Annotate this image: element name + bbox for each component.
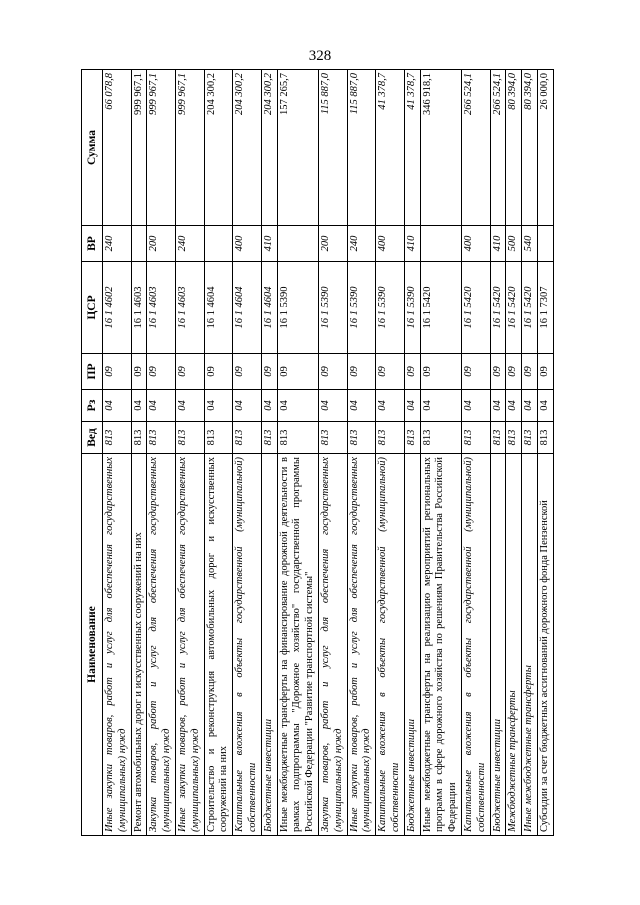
cell-csr: 16 1 5390 <box>318 262 347 354</box>
cell-vr <box>537 226 553 262</box>
table-row <box>204 70 233 836</box>
cell-vr: 240 <box>103 226 132 262</box>
cell-rz: 04 <box>131 390 147 422</box>
cell-name: Бюджетные инвестиции <box>404 454 420 836</box>
cell-name: Ремонт автомобильных дорог и искусственных сооружений на них <box>131 454 147 836</box>
cell-vr: 200 <box>318 226 347 262</box>
header-ved: Вед <box>82 422 103 454</box>
cell-pr: 09 <box>204 354 233 390</box>
cell-vr: 410 <box>261 226 277 262</box>
cell-ved: 813 <box>233 422 262 454</box>
cell-vr: 200 <box>147 226 176 262</box>
cell-ved: 813 <box>347 422 376 454</box>
cell-vr <box>420 226 461 262</box>
cell-vr: 410 <box>490 226 506 262</box>
cell-ved: 813 <box>420 422 461 454</box>
cell-sum: 999 967,1 <box>131 70 147 226</box>
budget-table <box>81 69 554 836</box>
header-name: Наименование <box>82 454 103 836</box>
cell-csr: 16 1 4604 <box>204 262 233 354</box>
table-header-row <box>82 70 103 836</box>
cell-ved: 813 <box>490 422 506 454</box>
cell-sum: 204 300,2 <box>233 70 262 226</box>
cell-vr: 400 <box>376 226 405 262</box>
cell-rz: 04 <box>233 390 262 422</box>
cell-name: Капитальные вложения в объекты государственной (муниципальной) собственности <box>233 454 262 836</box>
cell-pr: 09 <box>103 354 132 390</box>
cell-pr: 09 <box>147 354 176 390</box>
cell-name: Иные закупки товаров, работ и услуг для обеспечения государственных (муниципальных) нужд <box>175 454 204 836</box>
cell-name: Строительство и реконструкция автомобильных дорог и искусственных сооружений на них <box>204 454 233 836</box>
cell-csr: 16 1 5420 <box>506 262 522 354</box>
cell-sum: 157 265,7 <box>277 70 318 226</box>
cell-csr: 16 1 4604 <box>261 262 277 354</box>
cell-rz: 04 <box>506 390 522 422</box>
table-row <box>277 70 318 836</box>
table-row <box>233 70 262 836</box>
cell-name: Капитальные вложения в объекты государственной (муниципальной) собственности <box>461 454 490 836</box>
table-row <box>461 70 490 836</box>
cell-pr: 09 <box>175 354 204 390</box>
table-row <box>103 70 132 836</box>
table-row <box>420 70 461 836</box>
cell-vr <box>204 226 233 262</box>
cell-csr: 16 1 5390 <box>277 262 318 354</box>
cell-ved: 813 <box>131 422 147 454</box>
page-number: 328 <box>308 48 332 64</box>
cell-sum: 41 378,7 <box>404 70 420 226</box>
cell-sum: 346 918,1 <box>420 70 461 226</box>
cell-vr: 240 <box>347 226 376 262</box>
cell-rz: 04 <box>175 390 204 422</box>
cell-name: Иные межбюджетные трансферты на реализацию мероприятий региональных программ в сфере дорожного хозяйства по решениям Правительства Российской Федерации <box>420 454 461 836</box>
cell-pr: 09 <box>131 354 147 390</box>
cell-sum: 204 300,2 <box>261 70 277 226</box>
cell-name: Бюджетные инвестиции <box>261 454 277 836</box>
cell-rz: 04 <box>420 390 461 422</box>
cell-rz: 04 <box>347 390 376 422</box>
table-row <box>490 70 506 836</box>
cell-name: Закупка товаров, работ и услуг для обеспечения государственных (муниципальных) нужд <box>318 454 347 836</box>
cell-sum: 80 394,0 <box>522 70 538 226</box>
cell-ved: 813 <box>461 422 490 454</box>
cell-name: Капитальные вложения в объекты государственной (муниципальной) собственности <box>376 454 405 836</box>
cell-csr: 16 1 5390 <box>404 262 420 354</box>
cell-pr: 09 <box>376 354 405 390</box>
cell-ved: 813 <box>318 422 347 454</box>
cell-csr: 16 1 4603 <box>131 262 147 354</box>
cell-ved: 813 <box>506 422 522 454</box>
header-sum: Сумма <box>82 70 103 226</box>
cell-pr: 09 <box>522 354 538 390</box>
table-row <box>376 70 405 836</box>
cell-csr: 16 1 4604 <box>233 262 262 354</box>
cell-ved: 813 <box>175 422 204 454</box>
cell-pr: 09 <box>233 354 262 390</box>
cell-csr: 16 1 5420 <box>461 262 490 354</box>
cell-sum: 26 000,0 <box>537 70 553 226</box>
header-pr: ПР <box>82 354 103 390</box>
cell-vr <box>131 226 147 262</box>
cell-rz: 04 <box>103 390 132 422</box>
cell-sum: 115 887,0 <box>318 70 347 226</box>
table-row <box>131 70 147 836</box>
cell-rz: 04 <box>522 390 538 422</box>
table-row <box>537 70 553 836</box>
cell-rz: 04 <box>204 390 233 422</box>
cell-pr: 09 <box>461 354 490 390</box>
cell-csr: 16 1 5390 <box>376 262 405 354</box>
cell-vr: 400 <box>233 226 262 262</box>
cell-rz: 04 <box>318 390 347 422</box>
cell-vr <box>277 226 318 262</box>
cell-rz: 04 <box>404 390 420 422</box>
cell-pr: 09 <box>506 354 522 390</box>
cell-csr: 16 1 5420 <box>420 262 461 354</box>
cell-sum: 80 394,0 <box>506 70 522 226</box>
cell-name: Бюджетные инвестиции <box>490 454 506 836</box>
cell-rz: 04 <box>261 390 277 422</box>
cell-pr: 09 <box>347 354 376 390</box>
table-row <box>147 70 176 836</box>
cell-rz: 04 <box>537 390 553 422</box>
cell-ved: 813 <box>261 422 277 454</box>
cell-ved: 813 <box>537 422 553 454</box>
cell-pr: 09 <box>277 354 318 390</box>
cell-pr: 09 <box>318 354 347 390</box>
cell-csr: 16 1 4603 <box>147 262 176 354</box>
cell-rz: 04 <box>376 390 405 422</box>
table-row <box>404 70 420 836</box>
table-row <box>522 70 538 836</box>
cell-name: Закупка товаров, работ и услуг для обеспечения государственных (муниципальных) нужд <box>147 454 176 836</box>
cell-name: Иные закупки товаров, работ и услуг для обеспечения государственных (муниципальных) нужд <box>347 454 376 836</box>
cell-csr: 16 1 4602 <box>103 262 132 354</box>
cell-rz: 04 <box>147 390 176 422</box>
cell-ved: 813 <box>376 422 405 454</box>
cell-name: Межбюджетные трансферты <box>506 454 522 836</box>
cell-csr: 16 1 5420 <box>522 262 538 354</box>
cell-vr: 400 <box>461 226 490 262</box>
rotated-table-container <box>81 70 565 836</box>
cell-sum: 204 300,2 <box>204 70 233 226</box>
table-row <box>347 70 376 836</box>
cell-rz: 04 <box>461 390 490 422</box>
cell-ved: 813 <box>404 422 420 454</box>
cell-name: Иные закупки товаров, работ и услуг для обеспечения государственных (муниципальных) нужд <box>103 454 132 836</box>
cell-pr: 09 <box>420 354 461 390</box>
cell-sum: 66 078,8 <box>103 70 132 226</box>
cell-sum: 115 887,0 <box>347 70 376 226</box>
cell-vr: 540 <box>522 226 538 262</box>
table-row <box>506 70 522 836</box>
cell-sum: 999 967,1 <box>147 70 176 226</box>
cell-ved: 813 <box>103 422 132 454</box>
cell-vr: 410 <box>404 226 420 262</box>
cell-pr: 09 <box>490 354 506 390</box>
cell-rz: 04 <box>277 390 318 422</box>
cell-sum: 41 378,7 <box>376 70 405 226</box>
header-csr: ЦСР <box>82 262 103 354</box>
cell-name: Иные межбюджетные трансферты на финансирование дорожной деятельности в рамках подпрограммы "Дорожное хозяйство" государственной программы Российской Федерации "Развитие транспортной системы" <box>277 454 318 836</box>
cell-pr: 09 <box>261 354 277 390</box>
cell-csr: 16 1 5390 <box>347 262 376 354</box>
cell-name: Субсидии за счет бюджетных ассигнований дорожного фонда Пензенской <box>537 454 553 836</box>
cell-ved: 813 <box>522 422 538 454</box>
cell-ved: 813 <box>204 422 233 454</box>
cell-csr: 16 1 5420 <box>490 262 506 354</box>
cell-sum: 999 967,1 <box>175 70 204 226</box>
cell-vr: 240 <box>175 226 204 262</box>
cell-name: Иные межбюджетные трансферты <box>522 454 538 836</box>
header-vr: ВР <box>82 226 103 262</box>
cell-ved: 813 <box>147 422 176 454</box>
table-body <box>103 70 554 836</box>
cell-vr: 500 <box>506 226 522 262</box>
cell-rz: 04 <box>490 390 506 422</box>
cell-pr: 09 <box>537 354 553 390</box>
header-rz: Рз <box>82 390 103 422</box>
cell-ved: 813 <box>277 422 318 454</box>
table-row <box>261 70 277 836</box>
cell-csr: 16 1 4603 <box>175 262 204 354</box>
cell-sum: 266 524,1 <box>490 70 506 226</box>
cell-csr: 16 1 7307 <box>537 262 553 354</box>
table-row <box>318 70 347 836</box>
table-row <box>175 70 204 836</box>
cell-pr: 09 <box>404 354 420 390</box>
cell-sum: 266 524,1 <box>461 70 490 226</box>
